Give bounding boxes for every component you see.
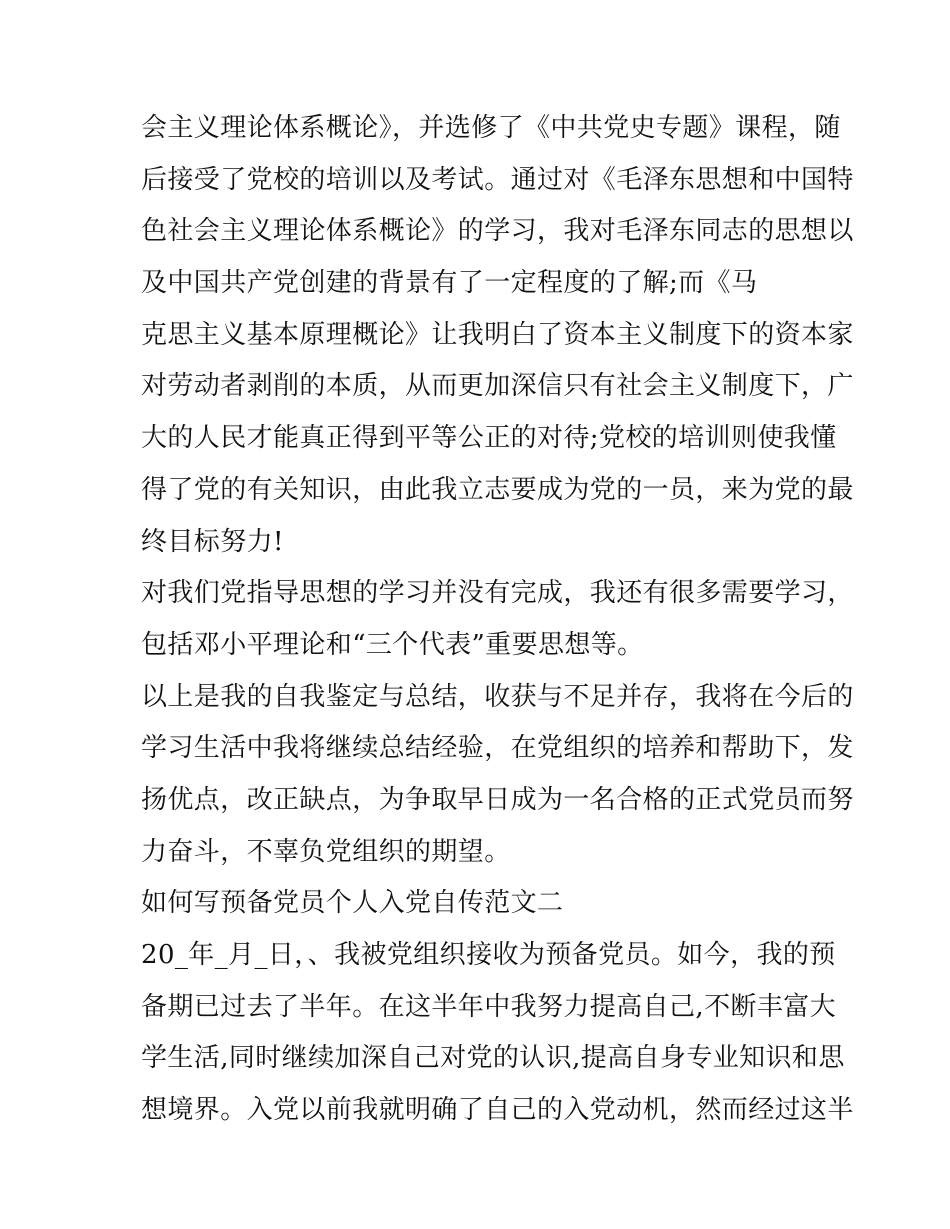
text-line: 终目标努力! [141,526,284,557]
text-line: 及中国共产党创建的背景有了一定程度的了解;而《马 [141,268,758,299]
document-body [141,103,854,1137]
text-line: 20_年_月_日，、我被党组织接收为预备党员。如今，我的预 [141,940,836,970]
text-line: 会主义理论体系概论》，并选修了《中共党史专题》课程，随 [141,113,841,143]
text-line: 力奋斗，不辜负党组织的期望。 [141,836,511,867]
text-line: 备期已过去了半年。在这半年中我努力提高自己,不断丰富大 [141,991,837,1022]
text-line: 对我们党指导思想的学习并没有完成，我还有很多需要学习， [141,578,854,609]
text-line: 后接受了党校的培训以及考试。通过对《毛泽东思想和中国特 [141,164,854,195]
text-line: 得了党的有关知识，由此我立志要成为党的一员，来为党的最 [141,474,854,505]
section-heading: 如何写预备党员个人入党自传范文二 [141,888,564,919]
text-line: 以上是我的自我鉴定与总结，收获与不足并存，我将在今后的 [141,681,854,712]
text-line: 色社会主义理论体系概论》的学习，我对毛泽东同志的思想以 [141,216,854,247]
text-line: 学习生活中我将继续总结经验，在党组织的培养和帮助下，发 [141,733,854,764]
text-line: 包括邓小平理论和“三个代表”重要思想等。 [141,629,644,660]
text-line: 想境界。入党以前我就明确了自己的入党动机，然而经过这半 [141,1095,854,1126]
text-line: 克思主义基本原理概论》让我明白了资本主义制度下的资本家 [141,319,854,350]
text-line: 大的人民才能真正得到平等公正的对待;党校的培训则使我懂 [141,423,837,454]
text-line: 对劳动者剥削的本质，从而更加深信只有社会主义制度下，广 [141,371,854,402]
text-line: 学生活,同时继续加深自己对党的认识,提高自身专业知识和思 [141,1043,845,1074]
text-line: 扬优点，改正缺点，为争取早日成为一名合格的正式党员而努 [141,784,854,815]
